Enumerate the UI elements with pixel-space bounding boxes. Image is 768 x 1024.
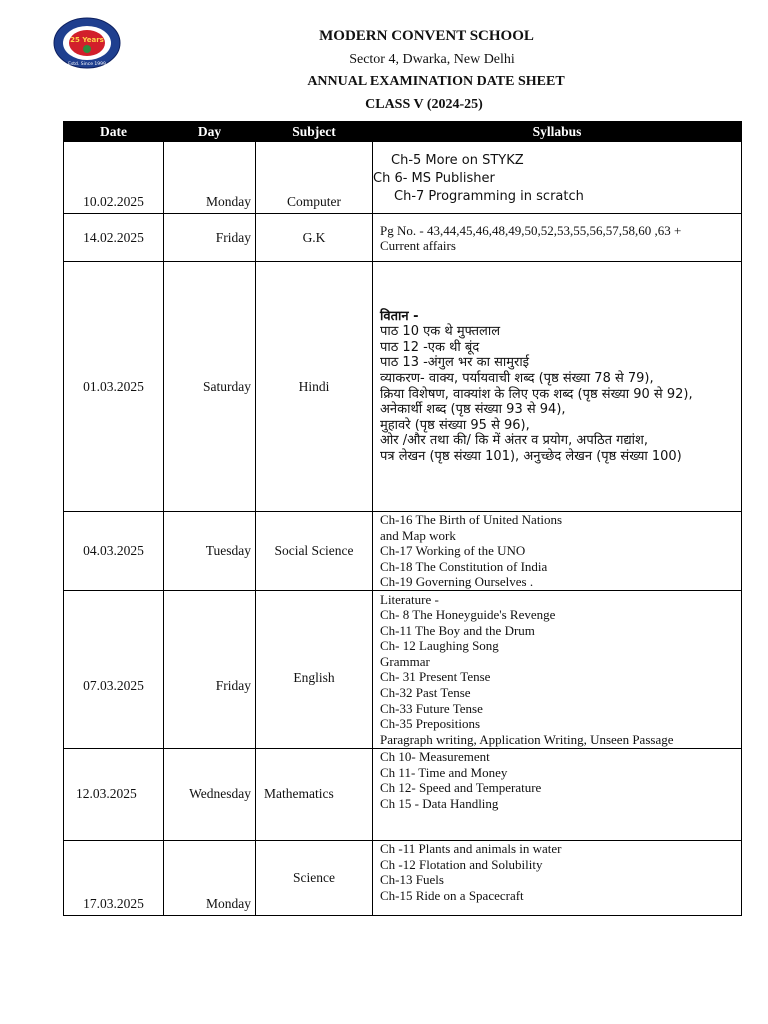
exam-date: 14.02.2025 <box>64 214 164 262</box>
school-address: Sector 4, Dwarka, New Delhi <box>349 52 515 67</box>
syllabus-cell <box>373 840 742 915</box>
syllabus-line: Ch -12 Flotation and Solubility <box>380 856 543 872</box>
exam-subject: Hindi <box>256 262 373 512</box>
exam-subject: Science <box>256 840 373 915</box>
syllabus-line: Ch-32 Past Tense <box>380 685 471 701</box>
exam-date: 07.03.2025 <box>64 590 164 748</box>
header-subject: Subject <box>256 122 373 142</box>
syllabus-line: क्रिया विशेषण, वाक्यांश के लिए एक शब्द (पृष्ठ संख्या 90 से 92), <box>380 386 693 402</box>
syllabus-line: and Map work <box>380 527 456 543</box>
date-sheet-table <box>63 121 742 916</box>
exam-subject: English <box>256 590 373 748</box>
header-day: Day <box>164 122 256 142</box>
syllabus-cell <box>373 748 742 840</box>
exam-date: 04.03.2025 <box>64 512 164 591</box>
syllabus-line: ओर /और तथा की/ कि में अंतर व प्रयोग, अपठित गद्यांश, <box>380 433 649 449</box>
syllabus-line: Ch-5 More on STYKZ <box>391 153 524 168</box>
logo-text-top: 25 Years <box>70 36 104 44</box>
syllabus-line: Ch-15 Ride on a Spacecraft <box>380 887 524 903</box>
syllabus-line: Ch-16 The Birth of United Nations <box>380 512 563 527</box>
syllabus-line: Ch-11 The Boy and the Drum <box>380 622 535 638</box>
table-row <box>64 262 742 512</box>
syllabus-line: Ch 10- Measurement <box>380 748 490 764</box>
exam-date: 10.02.2025 <box>64 142 164 214</box>
table-header-row <box>64 122 742 142</box>
table-row <box>64 840 742 915</box>
exam-day: Saturday <box>164 262 256 512</box>
syllabus-cell <box>373 590 742 748</box>
header-date: Date <box>64 122 164 142</box>
syllabus-cell <box>373 262 742 512</box>
syllabus-line: Ch-33 Future Tense <box>380 700 483 716</box>
document-title: ANNUAL EXAMINATION DATE SHEET <box>307 74 565 89</box>
syllabus-line: पाठ 12 -एक थी बूंद <box>380 339 480 355</box>
syllabus-line: Ch-18 The Constitution of India <box>380 558 548 574</box>
syllabus-line: पत्र लेखन (पृष्ठ संख्या 101), अनुच्छेद लेखन (पृष्ठ संख्या 100) <box>380 448 682 464</box>
school-name: MODERN CONVENT SCHOOL <box>319 28 534 44</box>
exam-day: Friday <box>164 590 256 748</box>
syllabus-line: अनेकार्थी शब्द (पृष्ठ संख्या 93 से 94), <box>380 402 566 418</box>
syllabus-line: Ch- 12 Laughing Song <box>380 638 499 654</box>
exam-date: 17.03.2025 <box>64 840 164 915</box>
syllabus-line: Ch- 8 The Honeyguide's Revenge <box>380 607 556 623</box>
syllabus-line: Literature - <box>380 591 439 607</box>
syllabus-line: Ch-19 Governing Ourselves . <box>380 574 534 590</box>
syllabus-line: पाठ 10 एक थे मुफ्तलाल <box>380 324 501 340</box>
syllabus-line: Current affairs <box>380 237 456 253</box>
exam-subject: Social Science <box>256 512 373 591</box>
syllabus-line: Ch -11 Plants and animals in water <box>380 840 562 856</box>
exam-day: Wednesday <box>164 748 256 840</box>
exam-date: 12.03.2025 <box>64 748 164 840</box>
exam-subject: Computer <box>256 142 373 214</box>
syllabus-line: Grammar <box>380 653 430 669</box>
header-syllabus: Syllabus <box>373 122 742 142</box>
syllabus-line: Ch- 31 Present Tense <box>380 669 491 685</box>
exam-day: Monday <box>164 840 256 915</box>
syllabus-line: व्याकरण- वाक्य, पर्यायवाची शब्द (पृष्ठ संख्या 78 से 79), <box>380 370 654 386</box>
logo-text-bottom: Estd. Since 1999 <box>68 62 106 67</box>
exam-day: Friday <box>164 214 256 262</box>
exam-day: Tuesday <box>164 512 256 591</box>
syllabus-line: Pg No. - 43,44,45,46,48,49,50,52,53,55,56,57,58,60 ,63 + <box>380 222 682 238</box>
exam-date: 01.03.2025 <box>64 262 164 512</box>
exam-subject: G.K <box>256 214 373 262</box>
syllabus-line: Paragraph writing, Application Writing, Unseen Passage <box>380 731 674 747</box>
table-row <box>64 590 742 748</box>
syllabus-line: Ch-7 Programming in scratch <box>394 189 584 204</box>
table-row <box>64 748 742 840</box>
syllabus-cell <box>373 214 742 262</box>
table-row <box>64 142 742 214</box>
syllabus-line: पाठ 13 -अंगुल भर का सामुराई <box>380 355 530 371</box>
syllabus-cell <box>373 512 742 591</box>
syllabus-line: Ch 12- Speed and Temperature <box>380 780 542 796</box>
syllabus-line: Ch 15 - Data Handling <box>380 795 499 811</box>
syllabus-line: Ch 11- Time and Money <box>380 764 508 780</box>
syllabus-line: Ch 6- MS Publisher <box>373 171 495 186</box>
syllabus-line: Ch-35 Prepositions <box>380 716 481 732</box>
syllabus-line: Ch-13 Fuels <box>380 872 444 888</box>
syllabus-line: Ch-17 Working of the UNO <box>380 543 526 559</box>
table-row <box>64 214 742 262</box>
syllabus-cell <box>373 142 742 214</box>
class-title: CLASS V (2024-25) <box>365 97 483 112</box>
exam-subject: Mathematics <box>256 748 373 840</box>
syllabus-line: वितान - <box>380 308 419 324</box>
table-row <box>64 512 742 591</box>
syllabus-line: मुहावरे (पृष्ठ संख्या 95 से 96), <box>380 417 530 433</box>
exam-day: Monday <box>164 142 256 214</box>
